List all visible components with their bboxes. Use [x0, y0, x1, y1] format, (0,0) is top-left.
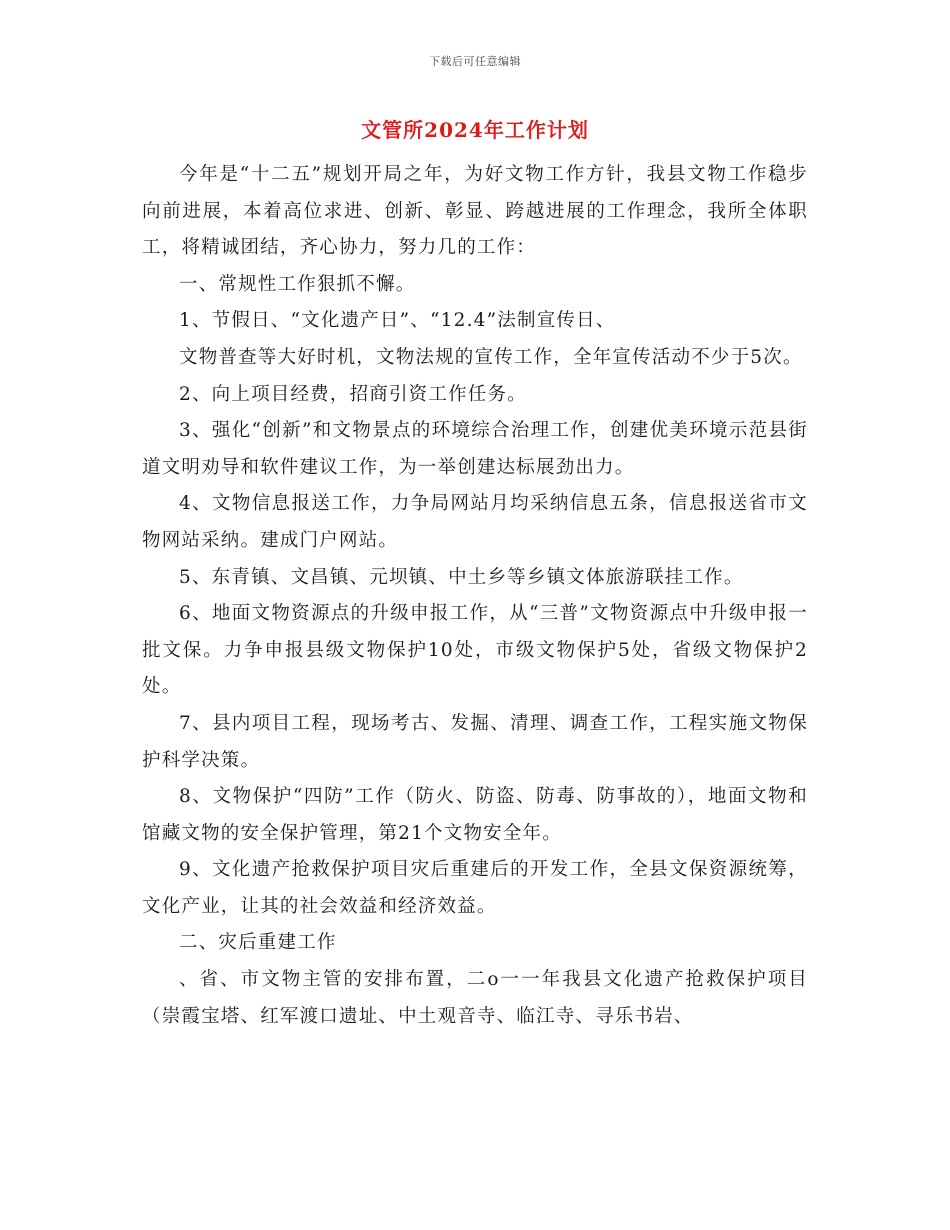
paragraph: 2、向上项目经费，招商引资工作任务。 [179, 383, 527, 405]
document-body [142, 157, 808, 1035]
paragraph: 4、文物信息报送工作，力争局网站月均采纳信息五条，信息报送省市文物网站采纳。建成门户网站。 [142, 493, 808, 551]
paragraph: 7、县内项目工程，现场考古、发掘、清理、调查工作，工程实施文物保护科学决策。 [142, 712, 808, 771]
paragraph: 今年是“十二五”规划开局之年，为好文物工作方针，我县文物工作稳步向前进展，本着高位求进、创新、彰显、跨越进展的工作理念，我所全体职工，将精诚团结，齐心协力，努力几的工作： [142, 164, 808, 259]
paragraph: 9、文化遗产抢救保护项目灾后重建后的开发工作，全县文保资源统筹，文化产业，让其的社会效益和经济效益。 [142, 859, 808, 917]
paragraph: 1、节假日、“文化遗产日”、“12.4”法制宣传日、 [179, 310, 616, 332]
paragraph: 二、灾后重建工作 [179, 932, 337, 954]
paragraph: 一、常规性工作狠抓不懈。 [179, 273, 416, 295]
document-title: 文管所2024年工作计划 [361, 118, 589, 142]
paragraph: 3、强化“创新”和文物景点的环境综合治理工作，创建优美环境示范县街道文明劝导和软件建议工作，为一举创建达标展劲出力。 [142, 420, 808, 478]
paragraph: 6、地面文物资源点的升级申报工作，从“三普”文物资源点中升级申报一批文保。力争申报县级文物保护10处，市级文物保护5处，省级文物保护2处。 [142, 603, 808, 698]
header-note: 下载后可任意编辑 [429, 55, 521, 68]
paragraph: 文物普查等大好时机，文物法规的宣传工作，全年宣传活动不少于5次。 [179, 346, 803, 368]
paragraph: 8、文物保护“四防”工作（防火、防盗、防毒、防事故的），地面文物和馆藏文物的安全保护管理，第21个文物安全年。 [142, 786, 808, 844]
paragraph: 5、东青镇、文昌镇、元坝镇、中土乡等乡镇文体旅游联挂工作。 [179, 566, 744, 588]
paragraph: 、省、市文物主管的安排布置，二o一一年我县文化遗产抢救保护项目（崇霞宝塔、红军渡口遗址、中土观音寺、临江寺、寻乐书岩、 [142, 969, 808, 1027]
